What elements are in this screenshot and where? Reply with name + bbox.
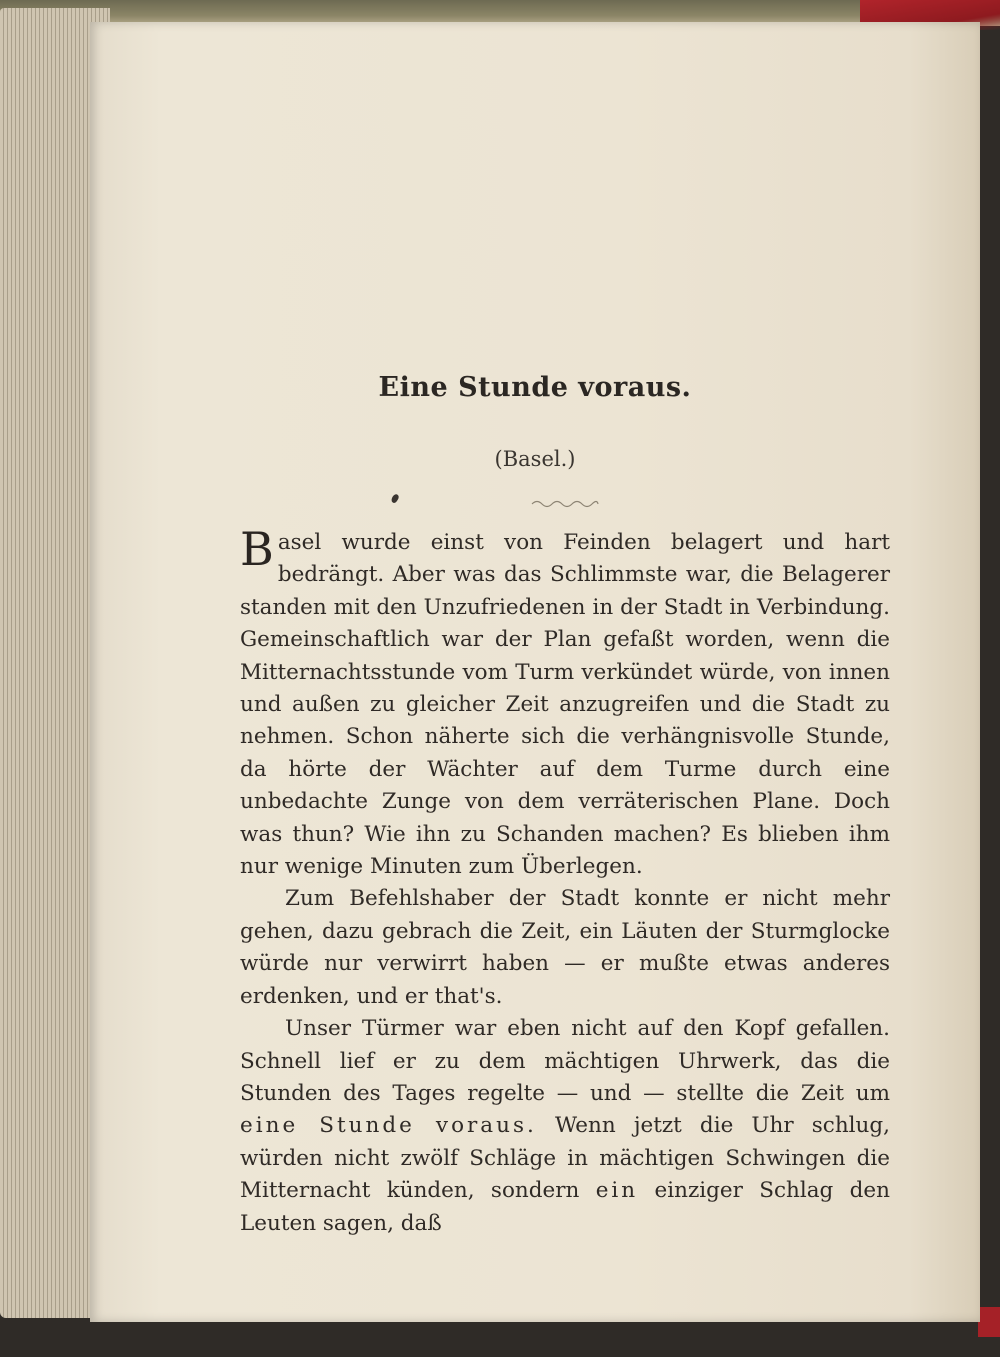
paragraph-3-text-middle: Wenn jetzt die Uhr schlug, würden nicht zwölf Schläge in mächtigen Schwingen die Mitternacht künden, sondern [240,1113,890,1204]
paragraph-3-emphasis-1: eine Stunde voraus. [240,1113,537,1139]
story-text [240,522,890,1240]
red-cover-corner [978,1307,1000,1337]
paragraph-3-text-before: Unser Türmer war eben nicht auf den Kopf gefallen. Schnell lief er zu dem mächtigen Uhrwerk, das die Stunden des Tages regelte — und — stellte die Zeit um [240,1016,890,1106]
drop-cap-letter: B [240,522,274,576]
paragraph-2-text: Zum Befehlshaber der Stadt konnte er nicht mehr gehen, dazu gebrach die Zeit, ein Läuten der Sturmglocke würde nur verwirrt haben — er mußte etwas anderes erdenken, und er that's. [240,886,890,1009]
paragraph-1 [240,522,890,883]
ink-speck [390,493,400,504]
chapter-title: Eine Stunde voraus. [378,372,692,403]
paragraph-3-text-after: einziger Schlag den Leuten sagen, daß [240,1178,890,1236]
paragraph-3-emphasis-2: ein [595,1178,639,1204]
paragraph-3 [240,1013,890,1240]
paragraph-1-text: asel wurde einst von Feinden belagert und hart bedrängt. Aber was das Schlimmste war, die Belagerer standen mit den Unzufriedenen in der Stadt in Verbindung. Gemeinschaftlich war der Plan gefaßt worden, wenn die Mitternachtsstunde vom Turm verkündet würde, von innen und außen zu gleicher Zeit anzugreifen und die Stadt zu nehmen. Schon näherte sich die verhängnisvolle Stunde, da hörte der Wächter auf dem Turme durch eine unbedachte Zunge von dem verräterischen Plane. Doch was thun? Wie ihn zu Schanden machen? Es blieben ihm nur wenige Minuten zum Überlegen. [240,530,890,880]
chapter-subtitle: (Basel.) [494,447,576,471]
book-page [90,22,980,1322]
paragraph-2 [240,883,890,1013]
wavy-ornament-divider [530,497,600,511]
